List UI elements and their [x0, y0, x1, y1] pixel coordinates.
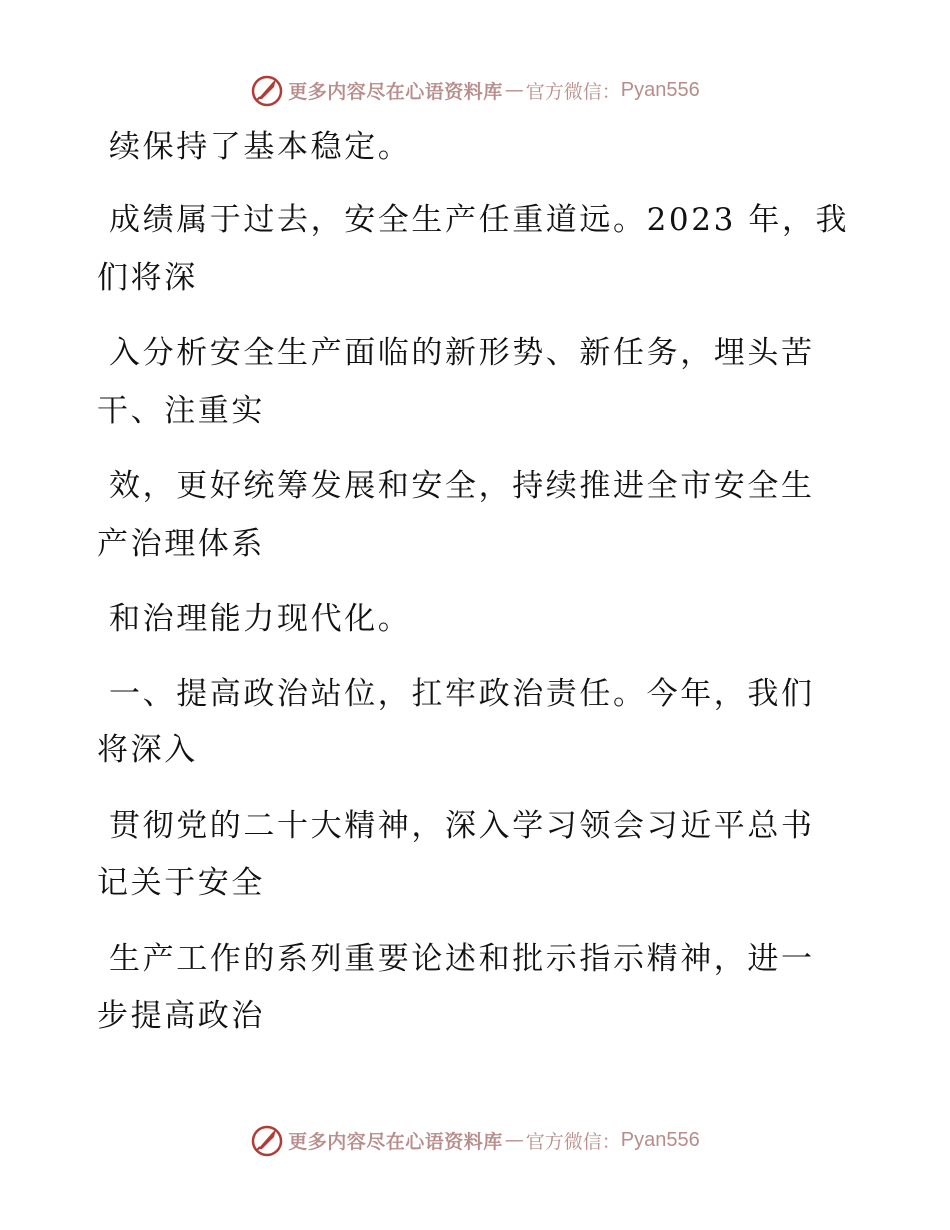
- header-watermark: [0, 70, 950, 110]
- text-line: 记关于安全: [97, 865, 265, 901]
- text-line: 步提高政治: [97, 998, 265, 1034]
- text-line: 干、注重实: [97, 393, 265, 429]
- watermark-official-label: 官方微信：: [525, 1130, 621, 1153]
- text-line: 效，更好统筹发展和安全，持续推进全市安全生: [109, 468, 815, 504]
- text-line: 将深入: [97, 732, 198, 768]
- text-line: 贯彻党的二十大精神，深入学习领会习近平总书: [109, 808, 815, 844]
- text-line: 续保持了基本稳定。: [109, 129, 412, 165]
- watermark-separator: —: [504, 79, 524, 101]
- watermark-wechat-id: Pyan556: [620, 1128, 700, 1151]
- text-line: 成绩属于过去，安全生产任重道远。2023 年，我: [109, 202, 850, 238]
- text-line: 产治理体系: [97, 526, 265, 562]
- watermark-official-label: 官方微信：: [525, 80, 621, 103]
- watermark-separator: —: [504, 1129, 524, 1151]
- text-line: 和治理能力现代化。: [109, 601, 412, 637]
- text-line: 入分析安全生产面临的新形势、新任务，埋头苦: [109, 335, 815, 371]
- watermark-wechat-id: Pyan556: [620, 78, 700, 101]
- text-line: 们将深: [97, 260, 198, 296]
- text-line: 生产工作的系列重要论述和批示指示精神，进一: [109, 941, 815, 977]
- quill-pen-logo-icon: [250, 1123, 284, 1157]
- footer-watermark: [0, 1120, 950, 1160]
- text-line: 一、提高政治站位，扛牢政治责任。今年，我们: [109, 676, 815, 712]
- watermark-site-text: 更多内容尽在心语资料库: [288, 1130, 503, 1153]
- quill-pen-logo-icon: [250, 73, 284, 107]
- watermark-site-text: 更多内容尽在心语资料库: [288, 80, 503, 103]
